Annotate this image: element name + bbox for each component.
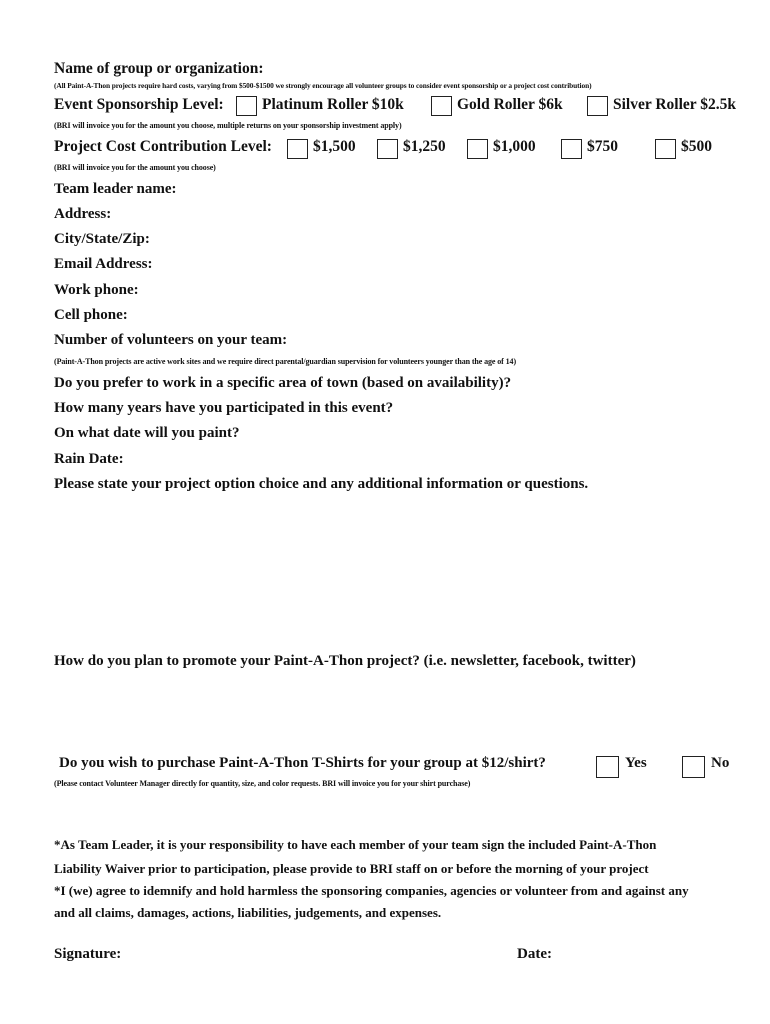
contribution-1500-label: $1,500 (313, 138, 356, 155)
volunteers-note: (Paint-A-Thon projects are active work sites and we require direct parental/guardian supervision for volunteers younger than the age of 14) (54, 357, 517, 366)
contribution-500-label: $500 (681, 138, 712, 155)
area-question: Do you prefer to work in a specific area of town (based on availability)? (54, 375, 512, 391)
sponsorship-platinum-label: Platinum Roller $10k (262, 96, 404, 113)
contribution-label: Project Cost Contribution Level: (54, 138, 272, 155)
date-label: Date: (517, 946, 552, 962)
sponsorship-gold-label: Gold Roller $6k (457, 96, 563, 113)
project-option-question: Please state your project option choice and any additional information or questions. (54, 476, 589, 492)
sponsorship-silver-label: Silver Roller $2.5k (613, 96, 736, 113)
promote-question: How do you plan to promote your Paint-A-Thon project? (i.e. newsletter, facebook, twitter) (54, 653, 636, 669)
tshirt-no-checkbox[interactable] (682, 756, 705, 778)
email-label: Email Address: (54, 256, 153, 272)
address-label: Address: (54, 206, 112, 222)
leader-statement-line-1: *As Team Leader, it is your responsibility to have each member of your team sign the included Paint-A-Thon (54, 837, 657, 852)
contribution-1250-label: $1,250 (403, 138, 446, 155)
sponsorship-silver-checkbox[interactable] (587, 96, 608, 116)
contribution-750-checkbox[interactable] (561, 139, 582, 159)
tshirt-yes-checkbox[interactable] (596, 756, 619, 778)
contribution-750-label: $750 (587, 138, 618, 155)
sponsorship-platinum-checkbox[interactable] (236, 96, 257, 116)
team-leader-label: Team leader name: (54, 181, 177, 197)
tshirt-yes-label: Yes (625, 755, 647, 771)
contribution-1250-checkbox[interactable] (377, 139, 398, 159)
years-question: How many years have you participated in this event? (54, 400, 394, 416)
leader-statement-line-2: Liability Waiver prior to participation, please provide to BRI staff on or before the morning of your project (54, 861, 649, 876)
contribution-1000-checkbox[interactable] (467, 139, 488, 159)
group-name-note: (All Paint-A-Thon projects require hard costs, varying from $500-$1500 we strongly encourage all volunteer groups to consider event sponsorship or a project cost contribution) (54, 81, 592, 90)
rain-date-label: Rain Date: (54, 451, 124, 467)
work-phone-label: Work phone: (54, 282, 139, 298)
city-state-zip-label: City/State/Zip: (54, 231, 150, 247)
sponsorship-note: (BRI will invoice you for the amount you choose, multiple returns on your sponsorship investment apply) (54, 121, 402, 130)
agreement-line-2: and all claims, damages, actions, liabilities, judgements, and expenses. (54, 905, 442, 920)
sponsorship-label: Event Sponsorship Level: (54, 96, 224, 113)
volunteers-label: Number of volunteers on your team: (54, 332, 288, 348)
contribution-note: (BRI will invoice you for the amount you choose) (54, 163, 216, 172)
tshirt-question: Do you wish to purchase Paint-A-Thon T-Shirts for your group at $12/shirt? (59, 755, 546, 771)
tshirt-no-label: No (711, 755, 730, 771)
cell-phone-label: Cell phone: (54, 307, 128, 323)
paint-date-question: On what date will you paint? (54, 425, 240, 441)
signature-label: Signature: (54, 946, 122, 962)
contribution-1000-label: $1,000 (493, 138, 536, 155)
contribution-500-checkbox[interactable] (655, 139, 676, 159)
tshirt-note: (Please contact Volunteer Manager directly for quantity, size, and color requests. BRI will invoice you for your shirt purchase) (54, 779, 471, 788)
agreement-line-1: *I (we) agree to idemnify and hold harmless the sponsoring companies, agencies or volunteer from and against any (54, 883, 689, 898)
group-name-label: Name of group or organization: (54, 60, 264, 77)
sponsorship-gold-checkbox[interactable] (431, 96, 452, 116)
contribution-1500-checkbox[interactable] (287, 139, 308, 159)
